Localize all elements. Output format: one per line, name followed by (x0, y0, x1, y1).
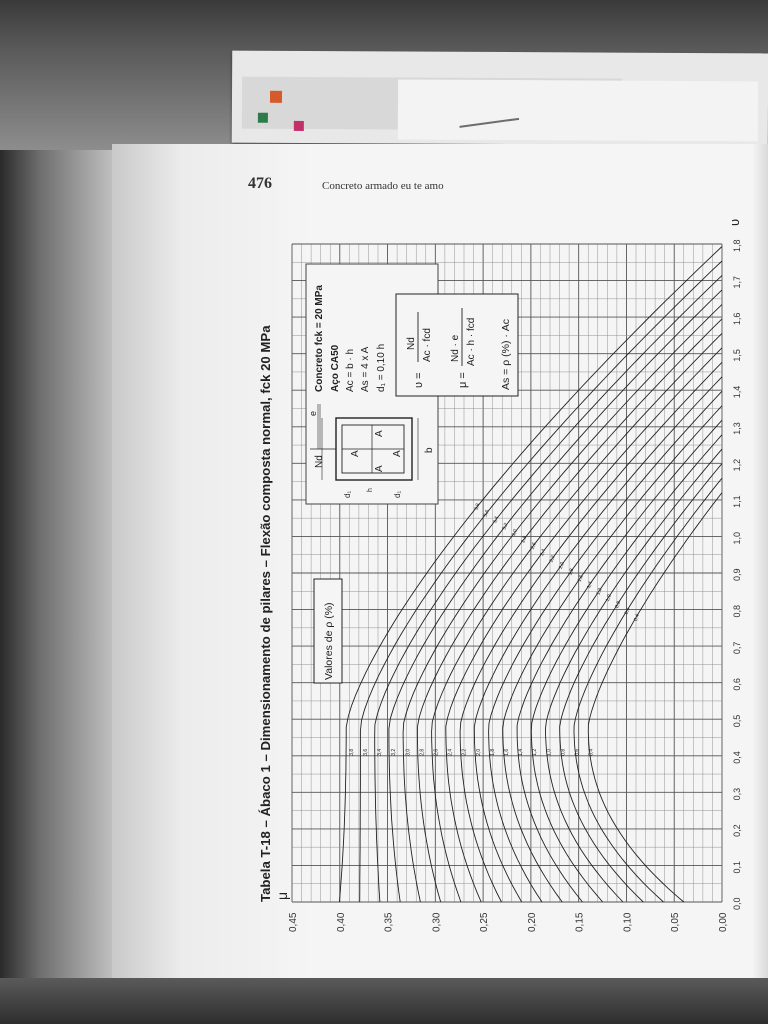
curve-label: 2,6 (433, 748, 440, 756)
curve-label: 2,0 (557, 561, 566, 570)
curve-label: 1,8 (567, 567, 576, 577)
curve-label: 3,4 (492, 515, 501, 525)
curve-label: 2,8 (520, 535, 529, 544)
curve-label: 2,0 (475, 748, 482, 756)
formula-nu-denominator: Ac · fcd (422, 328, 433, 362)
info-line-1: Concreto fck = 20 MPa (314, 285, 325, 392)
y-tick-label: 0,25 (479, 912, 491, 932)
curve-label: 1,6 (503, 748, 510, 756)
curve-label: 3,6 (363, 748, 370, 756)
formula-nu-left: υ = (413, 372, 425, 388)
curve-label: 1,0 (604, 593, 613, 603)
x-tick-label: 0,1 (732, 860, 742, 874)
curve-label: 2,2 (461, 748, 468, 756)
curve-label: 0,6 (623, 606, 632, 616)
curve-label: 1,4 (586, 580, 595, 590)
formula-mu-denominator: Ac · h · fcd (466, 317, 477, 366)
curve-label: 1,2 (532, 748, 539, 756)
x-tick-label: 0,7 (732, 641, 742, 655)
label-h: h (367, 488, 374, 492)
curve-label: 3,2 (391, 748, 398, 756)
formula-nu-numerator: Nd (406, 337, 417, 350)
curve-label: 2,8 (419, 748, 426, 756)
curve-label: 2,6 (529, 541, 538, 551)
curve-label: 1,4 (518, 748, 525, 756)
legend-box (314, 579, 342, 683)
x-tick-label: 0,2 (732, 824, 742, 837)
curve-label: 1,0 (546, 748, 553, 756)
curve-label: 3,8 (473, 502, 482, 512)
x-tick-label: 1,4 (732, 385, 742, 399)
curve-label: 0,4 (588, 748, 595, 756)
y-tick-label: 0,45 (288, 912, 299, 932)
curve-label: 1,6 (576, 574, 585, 583)
x-tick-label: 0,5 (732, 714, 742, 728)
info-line-4: As = 4 x A (360, 346, 371, 392)
curve-label: 3,6 (482, 509, 491, 518)
label-d1-top: d₁ (343, 490, 352, 498)
x-tick-label: 1,7 (732, 276, 742, 289)
x-axis-label: υ (727, 218, 742, 226)
curve-rho (417, 319, 722, 902)
curve-label: 3,0 (405, 748, 412, 756)
curve-label: 1,8 (489, 748, 496, 756)
chart-curve-labels (349, 502, 641, 755)
curve-label: 3,0 (510, 528, 519, 538)
info-line-2: Aço CA50 (330, 344, 341, 392)
curve-rho (460, 362, 722, 902)
formula-mu-numerator: Nd · e (450, 334, 461, 362)
info-line-5: d₁ = 0,10 h (376, 343, 387, 392)
curve-rho (546, 449, 723, 902)
x-tick-label: 0,0 (732, 897, 742, 910)
curve-label: 2,4 (539, 548, 548, 557)
label-b: b (424, 447, 435, 453)
curve-label: 0,8 (560, 748, 567, 756)
formula-as: As = ρ (%) · Ac (500, 318, 512, 390)
info-box (306, 264, 518, 504)
x-tick-label: 0,3 (732, 787, 742, 801)
x-tick-label: 1,1 (732, 495, 742, 508)
formula-mu-left: μ = (457, 372, 469, 388)
label-a-left: A (374, 465, 385, 472)
curve-label: 1,2 (595, 587, 604, 596)
curve-label: 2,2 (548, 554, 557, 564)
curve-rho (503, 406, 722, 902)
x-tick-label: 1,8 (732, 239, 742, 252)
y-tick-label: 0,35 (383, 912, 395, 932)
label-a-top: A (350, 450, 361, 457)
curve-label: 3,8 (348, 748, 355, 756)
label-a-right: A (374, 430, 385, 437)
curve-rho (517, 420, 722, 902)
x-tick-label: 0,4 (732, 751, 742, 764)
label-d1-bottom: d₁ (393, 490, 402, 498)
label-a-bottom: A (392, 450, 403, 457)
x-tick-label: 0,8 (732, 605, 742, 618)
x-tick-label: 1,5 (732, 349, 742, 362)
curve-label: 0,6 (574, 748, 581, 756)
y-tick-label: 0,15 (574, 912, 586, 932)
label-nd: Nd (314, 455, 325, 468)
curve-label: 0,4 (632, 613, 642, 622)
x-tick-label: 1,3 (732, 422, 742, 435)
y-tick-label: 0,40 (335, 912, 347, 932)
y-tick-label: 0,20 (526, 912, 538, 932)
x-tick-label: 1,2 (732, 458, 742, 472)
curve-label: 3,4 (377, 748, 384, 756)
info-line-3: Ac = b · h (345, 348, 356, 392)
legend-label: Valores de ρ (%) (323, 602, 335, 680)
curve-rho (432, 333, 722, 902)
curve-label: 2,4 (447, 748, 454, 756)
curve-label: 0,8 (614, 600, 623, 609)
y-axis-label: μ (274, 891, 290, 900)
book-title: Concreto armado eu te amo (322, 180, 444, 192)
label-e: e (308, 410, 318, 416)
y-tick-label: 0,00 (718, 912, 729, 932)
y-tick-label: 0,05 (670, 912, 682, 932)
x-tick-label: 0,9 (732, 568, 742, 581)
y-tick-label: 0,30 (431, 912, 443, 932)
x-tick-label: 1,6 (732, 312, 742, 326)
curve-label: 3,2 (501, 522, 510, 531)
chart-title: Tabela T-18 – Ábaco 1 – Dimensionamento de pilares – Flexão composta normal, fck 20 MPa (258, 325, 273, 902)
x-tick-label: 0,6 (732, 678, 742, 691)
page-number: 476 (248, 175, 272, 192)
x-tick-label: 1,0 (732, 531, 742, 545)
y-tick-label: 0,10 (622, 912, 634, 932)
curve-rho (446, 348, 722, 902)
